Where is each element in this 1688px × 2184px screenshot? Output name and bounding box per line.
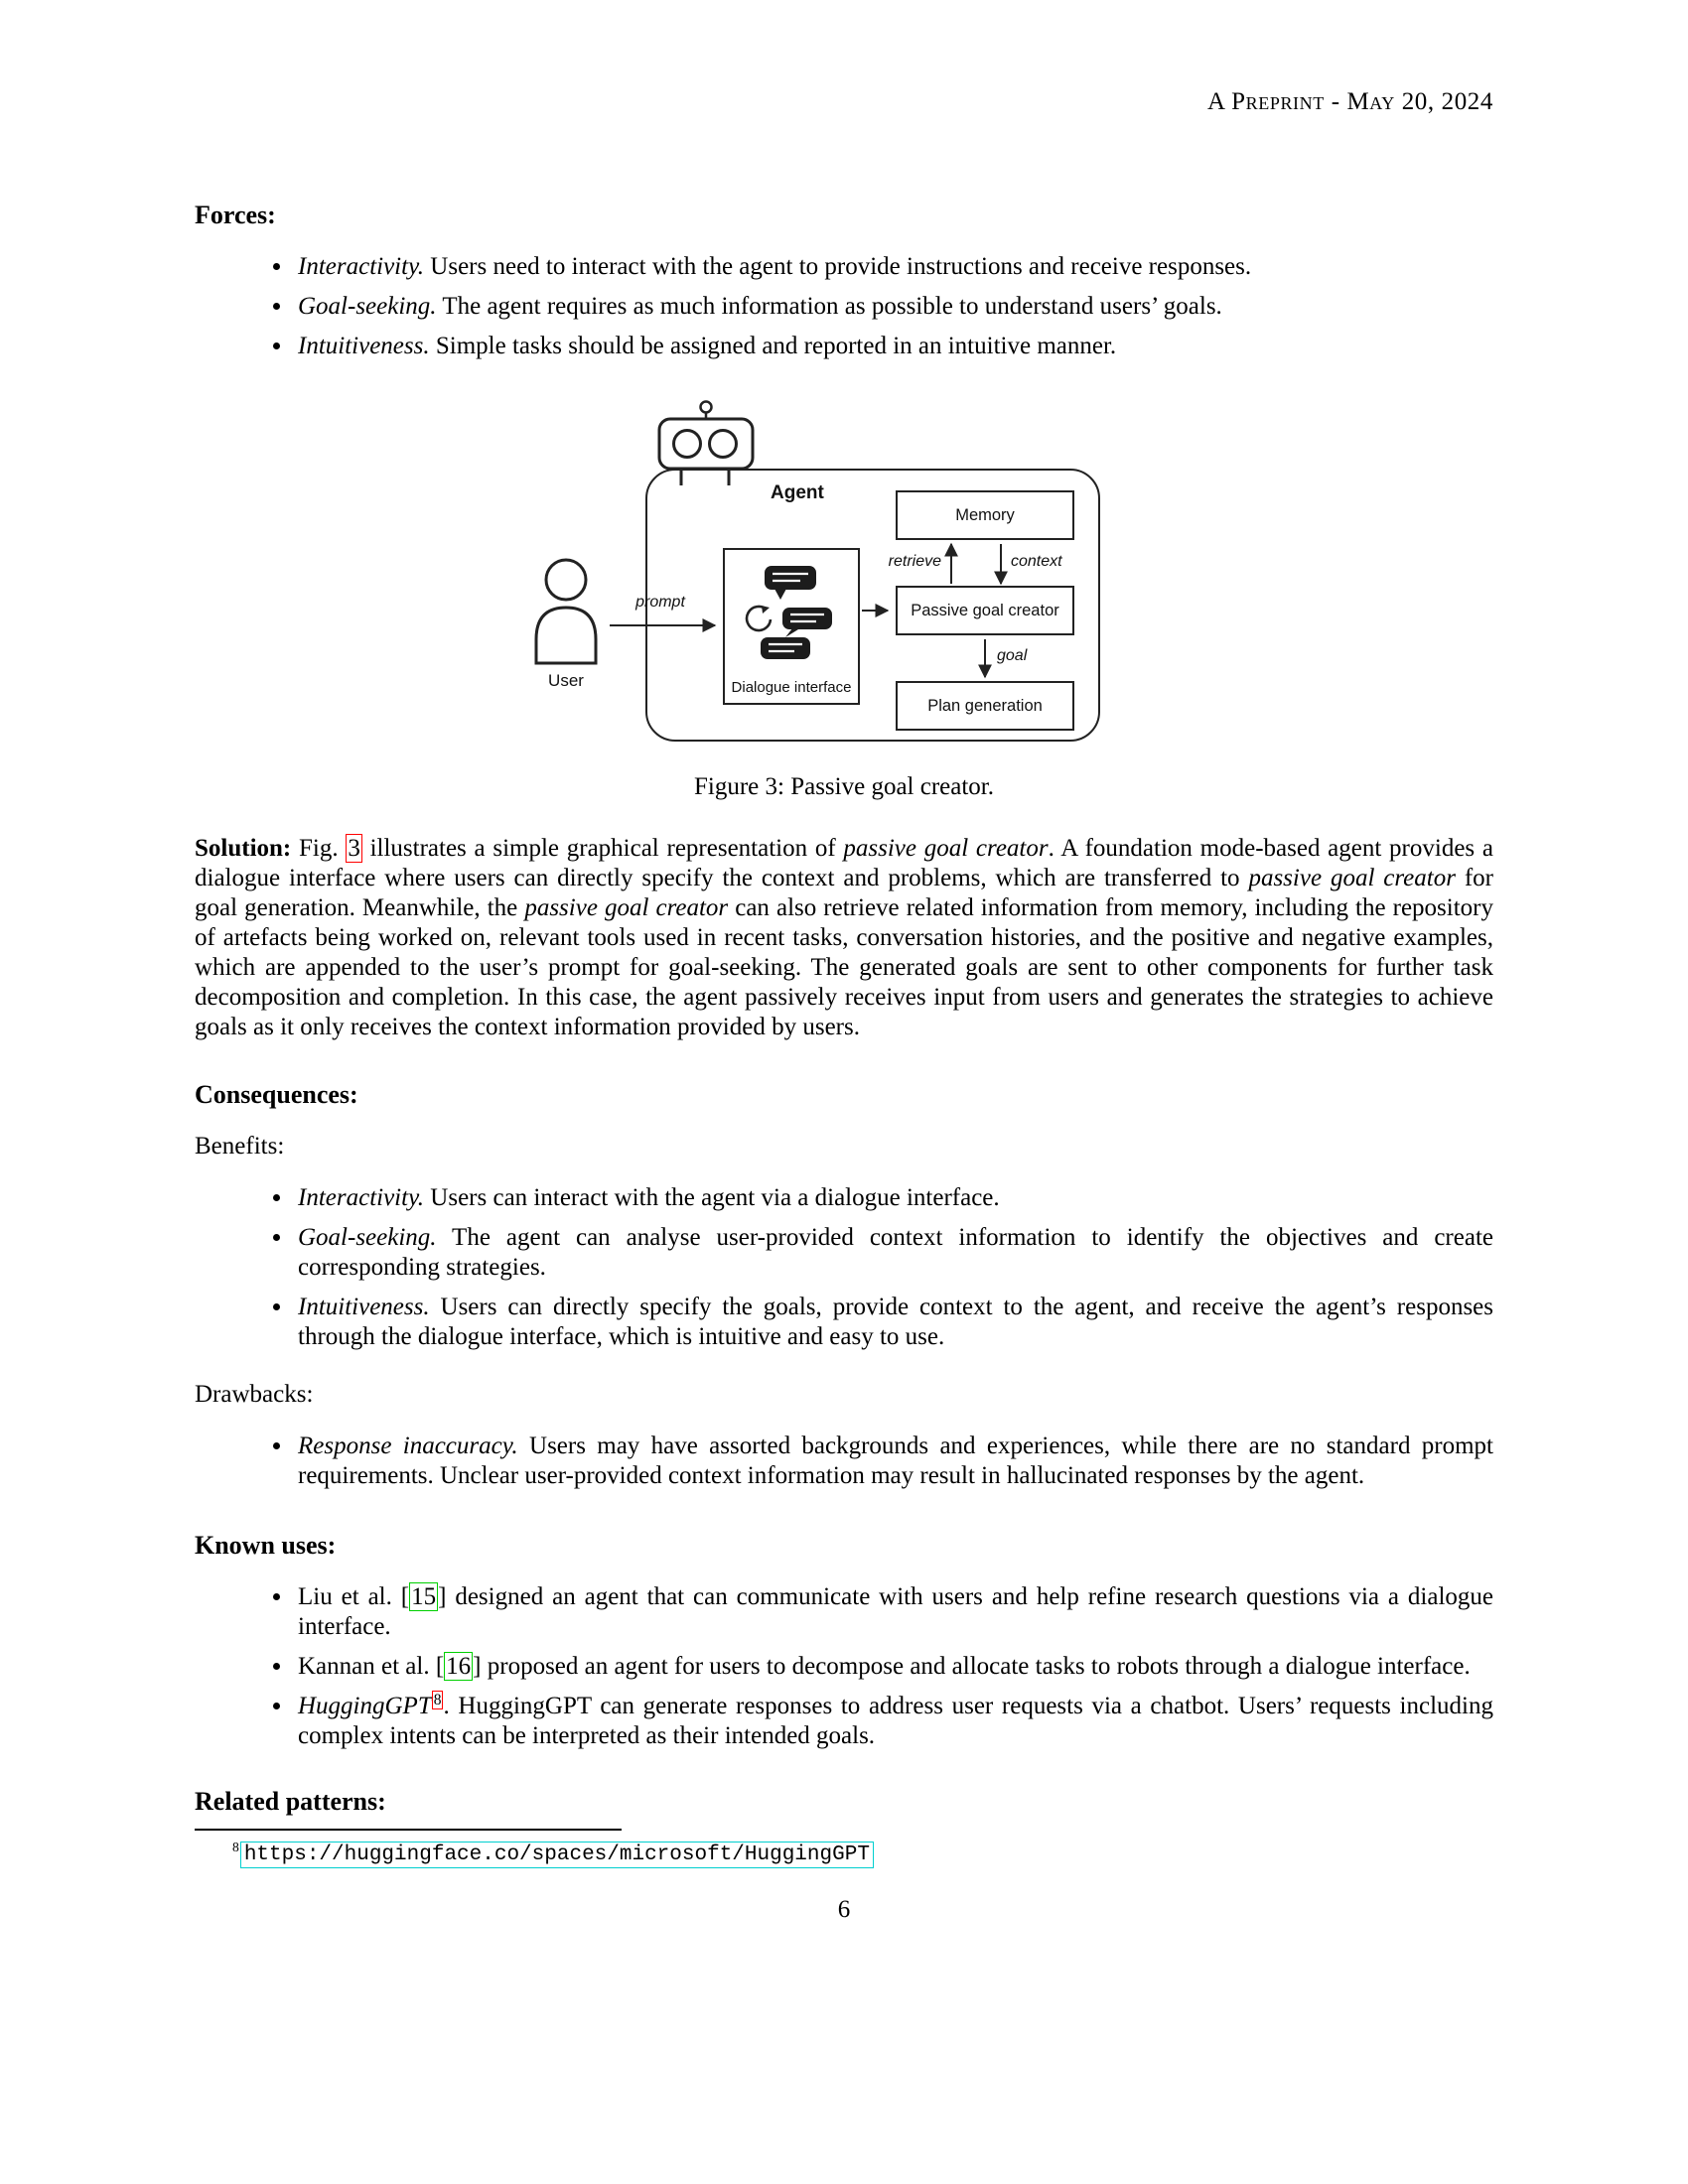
text-segment: designed an agent that can communicate with users and help refine research questions via a dialogue interface. (298, 1583, 1493, 1640)
text-segment: HuggingGPT (298, 1693, 432, 1719)
passive-goal-creator-diagram (496, 399, 1132, 747)
text-segment: Users can interact with the agent via a dialogue interface. (424, 1184, 1000, 1211)
text-segment: Interactivity. (298, 253, 425, 280)
benefits-label: Benefits: (195, 1133, 285, 1160)
consequences-heading: Consequences: (195, 1080, 358, 1109)
benefit-item (294, 1183, 1493, 1213)
user-person-icon (526, 556, 606, 667)
benefit-item (294, 1293, 1493, 1352)
forces-list (195, 252, 1493, 361)
forces-item (294, 252, 1493, 282)
memory-box (896, 490, 1074, 540)
text-segment: Intuitiveness. (298, 1294, 430, 1320)
known-use-item (294, 1692, 1493, 1751)
text-segment: . A foundation mode-based agent provides a dialogue interface where users can directly specify the context and problems, which are transferred to (195, 835, 1493, 891)
footnote-ref-link[interactable]: 8 (433, 1691, 442, 1708)
text-segment: Liu et al. (298, 1583, 401, 1610)
user-label: User (548, 671, 584, 690)
goal-arrow-label: goal (997, 647, 1028, 664)
footnote-rule (195, 1829, 622, 1831)
known-use-item (294, 1652, 1493, 1682)
plan-generation-label: Plan generation (927, 696, 1043, 715)
text-segment: ] (473, 1653, 482, 1680)
known-use-item (294, 1582, 1493, 1642)
known-uses-list (195, 1582, 1493, 1751)
text-segment: Solution: (195, 835, 292, 862)
drawbacks-label: Drawbacks: (195, 1381, 314, 1408)
forces-item (294, 292, 1493, 322)
passive-goal-creator-label: Passive goal creator (911, 601, 1059, 619)
benefits-list (195, 1183, 1493, 1352)
drawback-item (294, 1432, 1493, 1491)
text-segment: Kannan et al. (298, 1653, 436, 1680)
text-segment: Users need to interact with the agent to provide instructions and receive responses. (424, 253, 1252, 280)
text-segment: Goal-seeking. (298, 1224, 437, 1251)
memory-label: Memory (955, 505, 1015, 524)
text-segment: Simple tasks should be assigned and reported in an intuitive manner. (429, 333, 1117, 359)
text-segment: proposed an agent for users to decompose and allocate tasks to robots through a dialogue interface. (481, 1653, 1471, 1680)
text-segment: Response inaccuracy. (298, 1433, 518, 1459)
footnote (195, 1839, 1493, 1869)
citation-link[interactable]: 15 (411, 1583, 437, 1610)
dialogue-interface-box (723, 548, 860, 705)
known-uses-heading: Known uses: (195, 1531, 337, 1560)
footnote-marker: 8 (232, 1839, 239, 1854)
citation-link[interactable]: 16 (446, 1653, 472, 1680)
agent-label: Agent (771, 482, 824, 503)
text-segment: can also retrieve related information from memory, including the repository of artefacts being worked on, relevant tools used in recent tasks, conversation histories, and the positive and negative examples, which are appended to the user’s prompt for goal-seeking. The generated goals are sent to other components for further task decomposition and completion. In this case, the agent passively receives input from users and generates the strategies to achieve goals as it only receives the context information provided by users. (195, 894, 1493, 1040)
context-arrow-label: context (1011, 553, 1062, 570)
text-segment: passive goal creator (1248, 865, 1456, 891)
running-header: A Preprint - May 20, 2024 (1207, 88, 1493, 115)
text-segment: passive goal creator (843, 835, 1049, 862)
plan-generation-box (896, 681, 1074, 731)
drawbacks-list (195, 1432, 1493, 1491)
text-segment: illustrates a simple graphical representation of (361, 835, 844, 862)
page-number: 6 (837, 1896, 851, 1923)
solution-paragraph (195, 834, 1493, 1042)
figure-caption: Figure 3: Passive goal creator. (693, 773, 994, 800)
text-segment: passive goal creator (524, 894, 729, 921)
text-segment: Users may have assorted backgrounds and experiences, while there are no standard prompt requirements. Unclear user-provided context information may result in hallucinated responses by the agent. (298, 1433, 1493, 1489)
text-segment: Interactivity. (298, 1184, 425, 1211)
footnote-url-link[interactable]: https://huggingface.co/spaces/microsoft/HuggingGPT (240, 1842, 874, 1868)
related-patterns-heading: Related patterns: (195, 1787, 386, 1816)
text-segment: Intuitiveness. (298, 333, 430, 359)
benefit-item (294, 1223, 1493, 1283)
text-segment: [ (435, 1653, 445, 1680)
passive-goal-creator-box (896, 586, 1074, 635)
text-segment: The agent requires as much information as possible to understand users’ goals. (436, 293, 1222, 320)
retrieve-arrow-label: retrieve (888, 553, 941, 570)
text-segment: The agent can analyse user-provided context information to identify the objectives and create corresponding strategies. (298, 1224, 1493, 1281)
text-segment: [ (400, 1583, 410, 1610)
text-segment: ] (438, 1583, 447, 1610)
text-segment: Goal-seeking. (298, 293, 437, 320)
text-segment: for goal generation. Meanwhile, the (195, 865, 1493, 921)
forces-item (294, 332, 1493, 361)
text-segment: Users can directly specify the goals, provide context to the agent, and receive the agent’s responses through the dialogue interface, which is intuitive and easy to use. (298, 1294, 1493, 1350)
text-segment: Fig. (291, 835, 347, 862)
forces-heading: Forces: (195, 201, 276, 229)
prompt-arrow-label: prompt (635, 594, 685, 611)
text-segment: . HuggingGPT can generate responses to address user requests via a chatbot. Users’ requests including complex intents can be interpreted as their intended goals. (298, 1693, 1493, 1749)
figure-3 (195, 399, 1493, 802)
dialogue-interface-label: Dialogue interface (731, 679, 852, 696)
figure-ref-link[interactable]: 3 (348, 835, 360, 862)
